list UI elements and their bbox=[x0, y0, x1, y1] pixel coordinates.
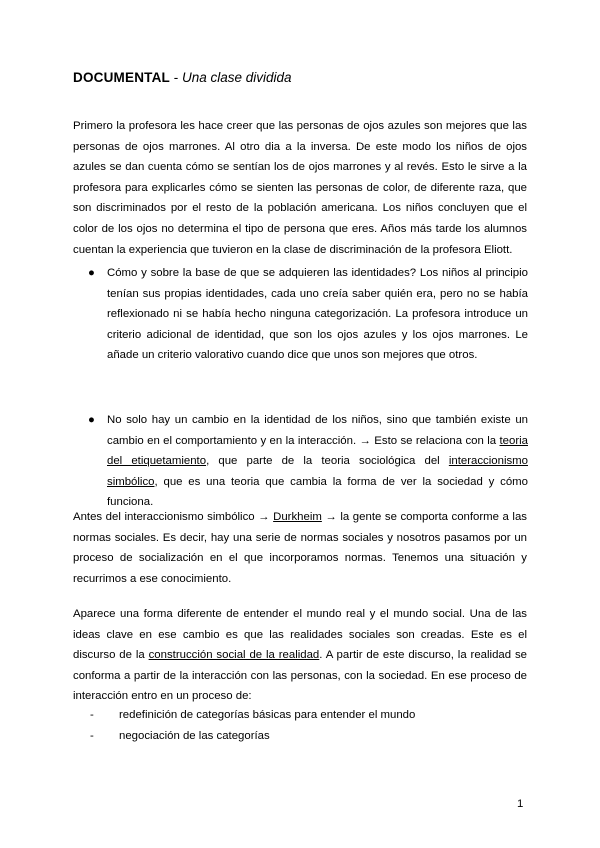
bullet-text-b: , que parte de la teoria sociológica del bbox=[206, 455, 449, 468]
bullet-list bbox=[88, 263, 528, 366]
dash-marker: - bbox=[90, 729, 94, 742]
bullet-marker: ● bbox=[88, 414, 95, 426]
link-interaccionismo-simbolico[interactable]: interaccionismo simbólico bbox=[107, 455, 528, 488]
para2-text-a: Antes del interaccionismo simbólico → bbox=[73, 511, 274, 523]
dash-item-negociacion bbox=[88, 726, 528, 747]
intro-paragraph bbox=[73, 116, 527, 260]
dash-item-redefinicion bbox=[88, 705, 528, 726]
durkheim-paragraph bbox=[73, 507, 527, 589]
bullet-text: Cómo y sobre la base de que se adquieren las identidades? Los niños al principio tenían sus propias identidades, cada uno creía saber quién era, pero no se había reflexionado ni se había hecho ninguna categorización. La profesora introduce un criterio adicional de identidad, que son los ojos azules y los ojos marrones. Le añade un criterio valorativo cuando dice que unos son mejores que otros. bbox=[107, 267, 528, 362]
document-title bbox=[73, 70, 292, 85]
bullet-text-a: No solo hay un cambio en la identidad de los niños, sino que también existe un cambio en el comportamiento y en la interacción. → Esto se relaciona con la bbox=[107, 414, 528, 447]
dash-marker: - bbox=[90, 709, 94, 721]
bullet-item-identities bbox=[88, 263, 528, 366]
para2-text-b: → la gente se comporta conforme a las normas sociales. Es decir, hay una serie de normas sociales y nosotros pasamos por un proceso de socialización en el que incorporamos normas. Tenemos una situación y recurrimos a ese conocimiento. bbox=[73, 511, 527, 585]
intro-text: Primero la profesora les hace creer que las personas de ojos azules son mejores que las personas de ojos marrones. Al otro dia a la inversa. De este modo los niños de ojos azules se dan cuenta cómo se sentían los de ojos marrones y al revés. Esto le sirve a la profesora para explicarles cómo se sienten las personas de color, de diferente raza, que son discriminados por el resto de la población americana. Los niños concluyen que el color de los ojos no determina el tipo de persona que eres. Años más tarde los alumnos cuentan la experiencia que tuvieron en la clase de discriminación de la profesora Eliott. bbox=[73, 120, 527, 256]
title-separator: - bbox=[170, 70, 182, 85]
para3-text-b: . A partir de este discurso, la realidad se conforma a partir de la interacción con las personas, con la sociedad. En ese proceso de interacción entro en un proceso de: bbox=[73, 649, 528, 703]
link-durkheim[interactable]: Durkheim bbox=[273, 511, 322, 523]
bullet-text-c: , que es una teoria que cambia la forma de ver la sociedad y cómo funciona. bbox=[107, 475, 528, 509]
link-construccion-social[interactable]: construcción social de la realidad bbox=[148, 649, 320, 662]
page-number: 1 bbox=[517, 798, 524, 810]
title-italic: Una clase dividida bbox=[182, 70, 292, 85]
dash-list bbox=[88, 705, 528, 746]
bullet-item-behaviour bbox=[88, 410, 528, 513]
dash-text: negociación de las categorías bbox=[119, 729, 270, 742]
para3-text-a: Aparece una forma diferente de entender el mundo real y el mundo social. Una de las ideas clave en ese cambio es que las realidades sociales son creadas. Este es el discurso de la bbox=[73, 608, 527, 662]
bullet-list-2 bbox=[88, 410, 528, 513]
bullet-marker: ● bbox=[88, 267, 95, 279]
link-teoria-etiquetamiento[interactable]: teoria del etiquetamiento bbox=[107, 434, 528, 468]
title-bold: DOCUMENTAL bbox=[73, 70, 170, 85]
dash-text: redefinición de categorías básicas para entender el mundo bbox=[119, 709, 416, 721]
construccion-paragraph bbox=[73, 604, 527, 707]
